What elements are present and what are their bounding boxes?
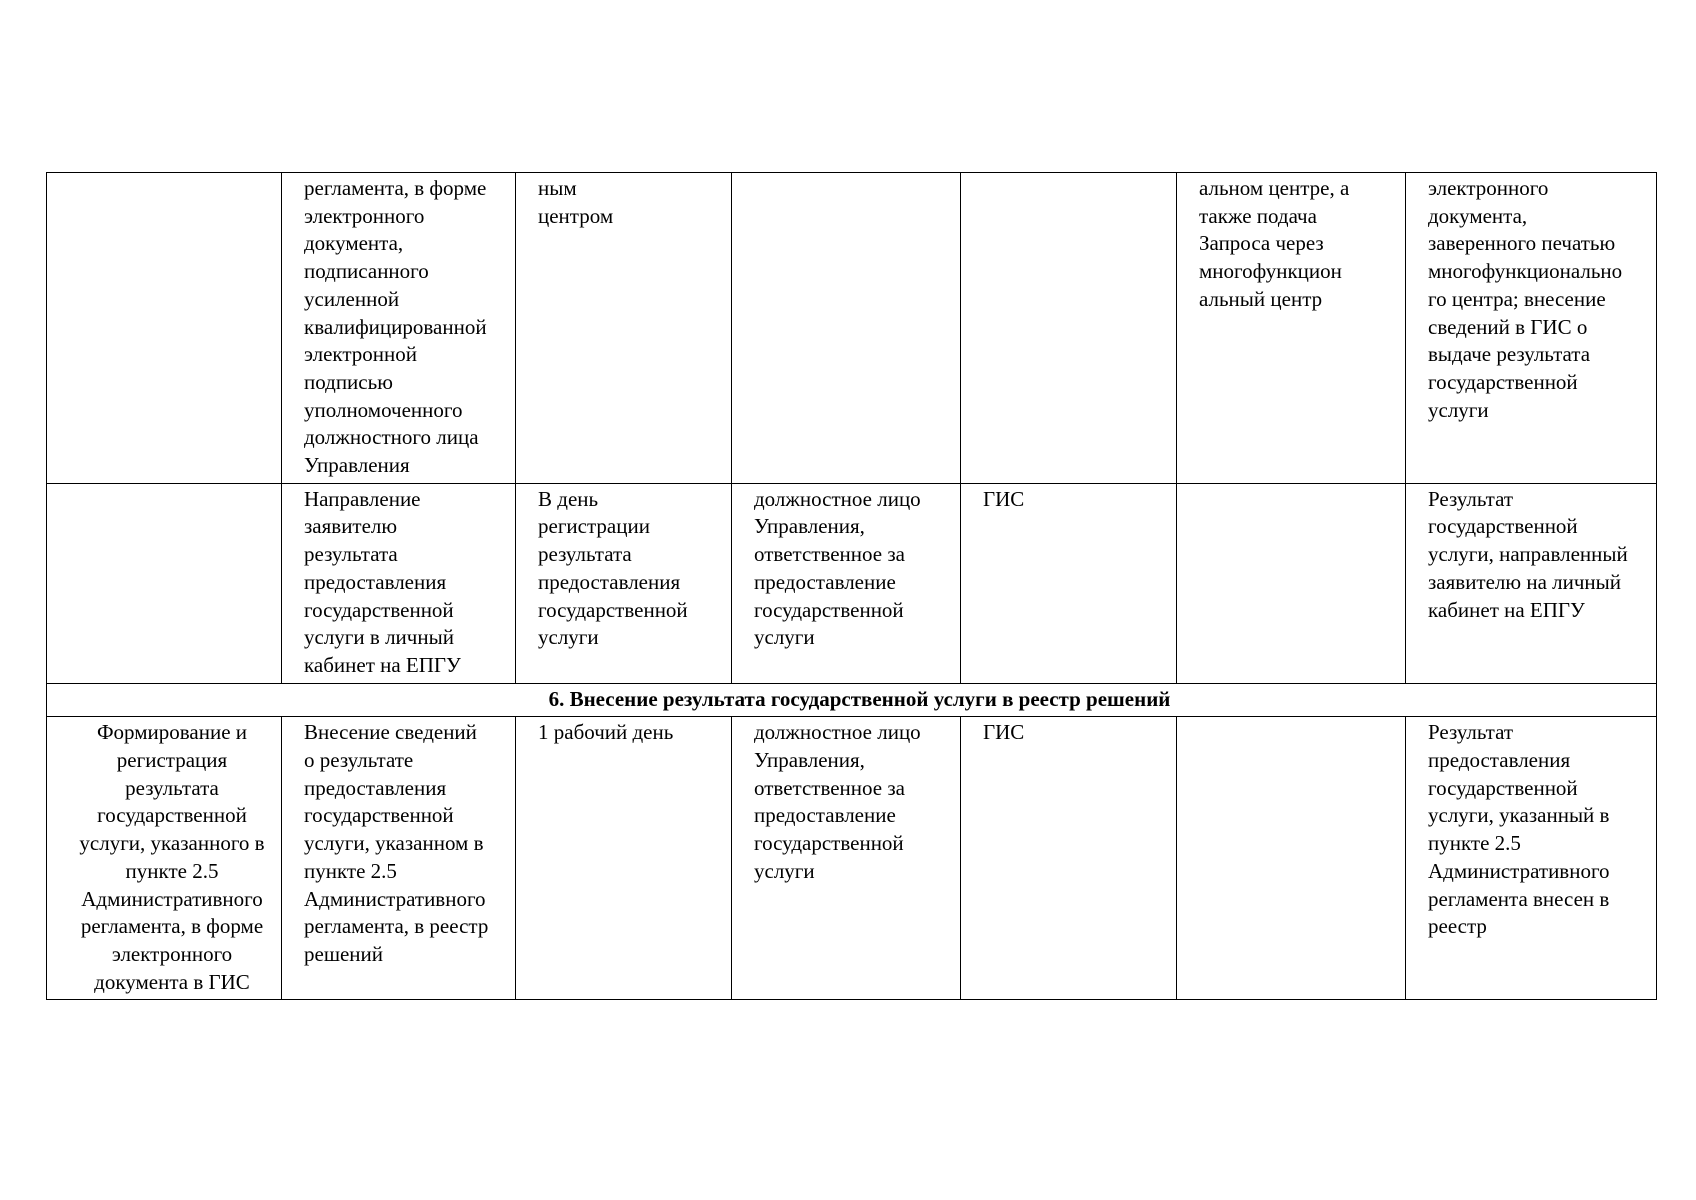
cell-responsible bbox=[732, 173, 961, 484]
cell-system bbox=[961, 173, 1177, 484]
table-row-continuation bbox=[47, 173, 1657, 484]
cell-result: Результат государственной услуги, направленный заявителю на личный кабинет на ЕПГУ bbox=[1406, 483, 1657, 683]
cell-criteria bbox=[1177, 717, 1406, 1000]
cell-term: В день регистрации результата предоставления государственной услуги bbox=[516, 483, 732, 683]
cell-action: Внесение сведений о результате предоставления государственной услуги, указанном в пункте 2.5 Административного регламента, в реестр решений bbox=[282, 717, 516, 1000]
table-row-section bbox=[47, 683, 1657, 717]
cell-basis: Формирование и регистрация результата государственной услуги, указанного в пункте 2.5 Административного регламента, в форме электронного документа в ГИС bbox=[47, 717, 282, 1000]
cell-term: ным центром bbox=[516, 173, 732, 484]
table-row-registry bbox=[47, 717, 1657, 1000]
cell-system: ГИС bbox=[961, 483, 1177, 683]
cell-criteria bbox=[1177, 483, 1406, 683]
cell-criteria: альном центре, а также подача Запроса через многофункцион альный центр bbox=[1177, 173, 1406, 484]
cell-result: Результат предоставления государственной услуги, указанный в пункте 2.5 Административного регламента внесен в реестр bbox=[1406, 717, 1657, 1000]
section-heading: 6. Внесение результата государственной услуги в реестр решений bbox=[47, 683, 1657, 717]
cell-responsible: должностное лицо Управления, ответственное за предоставление государственной услуги bbox=[732, 717, 961, 1000]
cell-basis bbox=[47, 173, 282, 484]
cell-action: регламента, в форме электронного документа, подписанного усиленной квалифицированной электронной подписью уполномоченного должностного лица Управления bbox=[282, 173, 516, 484]
table-row-epgu bbox=[47, 483, 1657, 683]
cell-result: электронного документа, заверенного печатью многофункционально го центра; внесение сведений в ГИС о выдаче результата государственной услуги bbox=[1406, 173, 1657, 484]
cell-basis bbox=[47, 483, 282, 683]
procedure-table bbox=[46, 172, 1657, 1000]
cell-action: Направление заявителю результата предоставления государственной услуги в личный кабинет на ЕПГУ bbox=[282, 483, 516, 683]
cell-term: 1 рабочий день bbox=[516, 717, 732, 1000]
cell-responsible: должностное лицо Управления, ответственное за предоставление государственной услуги bbox=[732, 483, 961, 683]
cell-system: ГИС bbox=[961, 717, 1177, 1000]
